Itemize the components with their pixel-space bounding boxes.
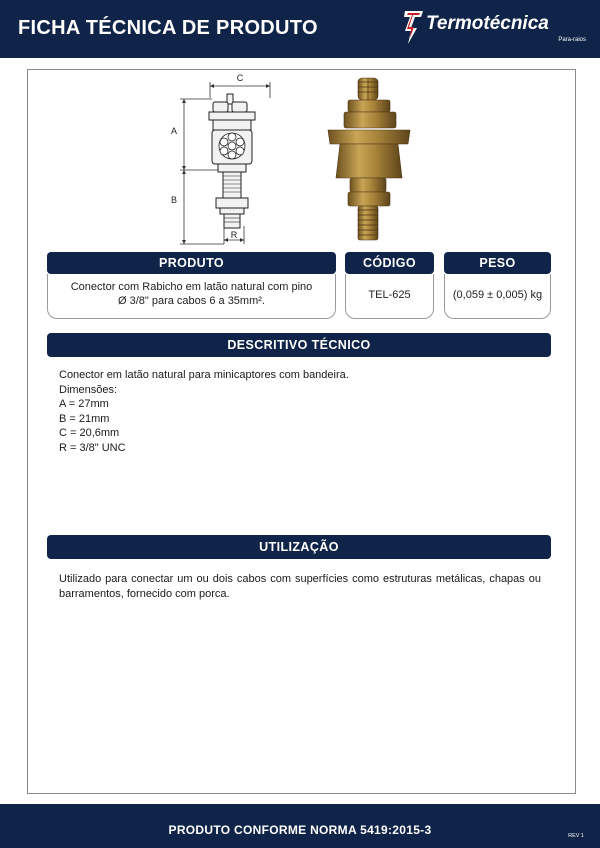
dimension-label-b: B	[170, 195, 178, 205]
product-code-cell	[345, 274, 434, 319]
technical-line: Dimensões:	[59, 383, 118, 396]
brand-logo	[402, 8, 592, 48]
usage-text: Utilizado para conectar um ou dois cabos com superfícies como estruturas metálicas, chapas ou barramentos, fornecido com porca.	[59, 573, 541, 600]
product-code: TEL-625	[368, 289, 411, 301]
norm-compliance: PRODUTO CONFORME NORMA 5419:2015-3	[168, 823, 432, 837]
lightning-logo-icon	[402, 8, 426, 46]
product-header: PRODUTO	[47, 252, 336, 274]
product-description-cell	[47, 274, 336, 319]
product-description-line1: Conector com Rabicho em latão natural com pino	[70, 281, 313, 293]
dimension-c-value: C = 20,6mm	[59, 427, 120, 439]
product-description-line2: Ø 3/8" para cabos 6 a 35mm².	[118, 295, 265, 307]
product-weight: (0,059 ± 0,005) kg	[452, 289, 543, 301]
dimension-label-a: A	[170, 126, 178, 136]
product-weight-cell	[444, 274, 551, 319]
dimension-b-value: B = 21mm	[59, 412, 110, 425]
dimension-label-c: C	[236, 73, 244, 83]
technical-description-heading: DESCRITIVO TÉCNICO	[47, 333, 551, 357]
header-bar	[0, 0, 600, 58]
weight-header: PESO	[444, 252, 551, 274]
brand-tagline: Para-raios	[558, 37, 586, 43]
product-photo	[318, 74, 420, 244]
usage-heading: UTILIZAÇÃO	[47, 535, 551, 559]
code-header: CÓDIGO	[345, 252, 434, 274]
technical-line: Conector em latão natural para minicaptores com bandeira.	[59, 369, 349, 381]
page-title: FICHA TÉCNICA DE PRODUTO	[18, 17, 318, 39]
footer-bar	[0, 804, 600, 848]
revision-label: REV 1	[568, 833, 584, 839]
dimension-a-value: A = 27mm	[59, 398, 109, 410]
technical-drawing	[160, 72, 280, 248]
dimension-r-value: R = 3/8" UNC	[59, 441, 126, 454]
brand-name: Termotécnica	[426, 13, 549, 34]
dimension-label-r: R	[230, 230, 238, 240]
technical-description	[59, 368, 349, 455]
